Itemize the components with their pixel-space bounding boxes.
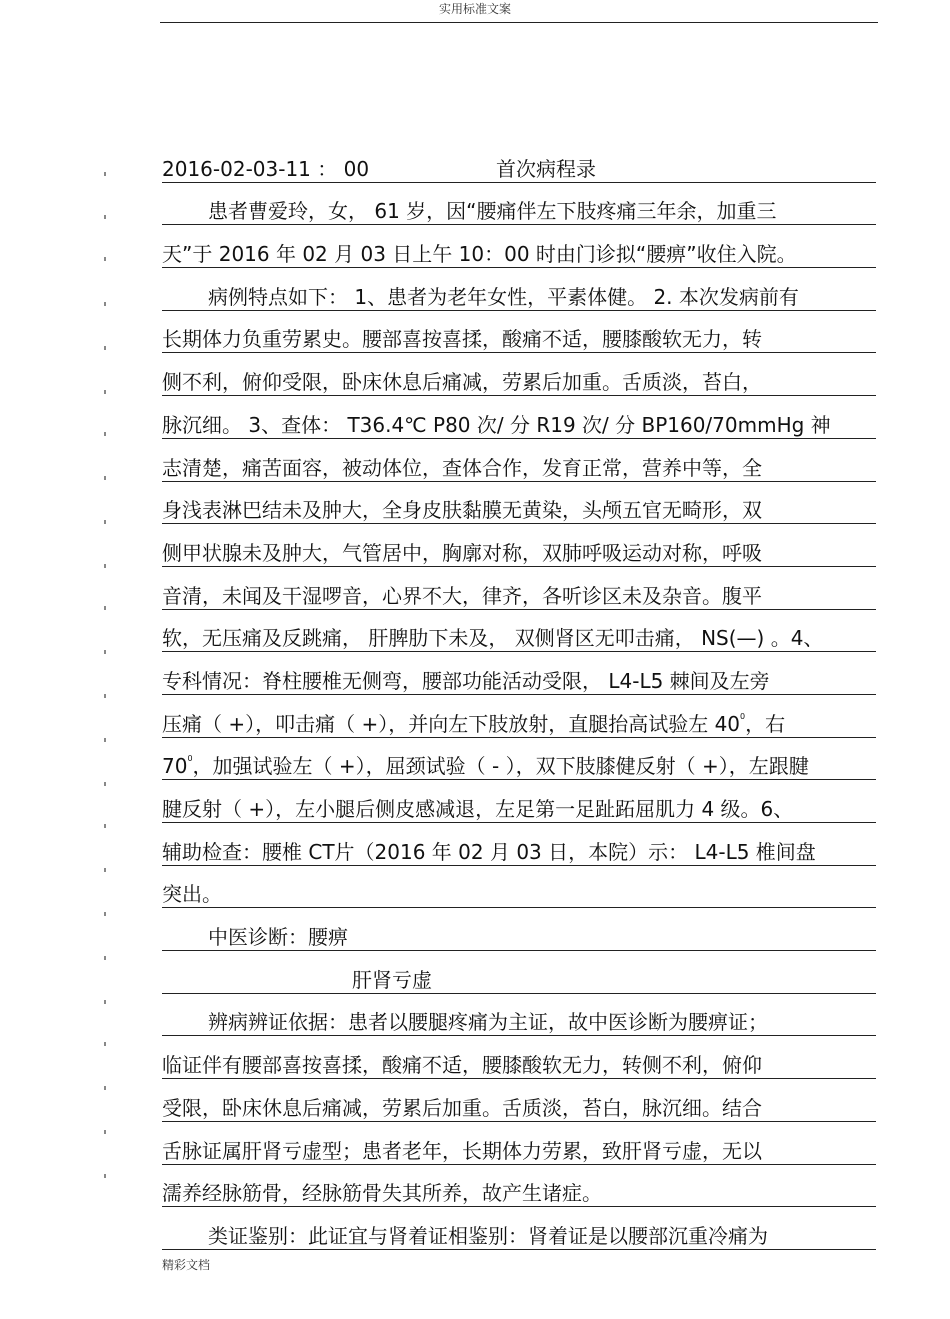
text-line: 侧甲状腺未及肿大，气管居中，胸廓对称，双肺呼吸运动对称，呼吸 [162, 524, 876, 567]
text-line: 天”于 2016 年 02 月 03 日上午 10：00 时由门诊拟“腰痹”收住入院。 [162, 225, 876, 268]
text-line: 侧不利，俯仰受限，卧床休息后痛减，劳累后加重。舌质淡，苔白， [162, 353, 876, 396]
header-rule [160, 22, 878, 23]
degree-mark: 0 [187, 754, 193, 764]
binding-margin-marks [104, 160, 110, 1220]
text-line: 脉沉细。 3、查体： T36.4℃ P80 次/ 分 R19 次/ 分 BP160/70mmHg 神 [162, 396, 876, 439]
text-line: 病例特点如下： 1、患者为老年女性，平素体健。 2. 本次发病前有 [162, 268, 876, 311]
tcm-syndrome-line: 肝肾亏虚 [162, 951, 876, 994]
text-line: 受限，卧床休息后痛减，劳累后加重。舌质淡，苔白，脉沉细。结合 [162, 1079, 876, 1122]
text-line: 患者曹爱玲，女， 61 岁，因“腰痛伴左下肢疼痛三年余，加重三 [162, 183, 876, 226]
text-line: 志清楚，痛苦面容，被动体位，查体合作，发育正常，营养中等，全 [162, 439, 876, 482]
text-line: 辨病辨证依据：患者以腰腿疼痛为主证，故中医诊断为腰痹证； [162, 994, 876, 1037]
tcm-diagnosis-line: 中医诊断：腰痹 [162, 908, 876, 951]
degree-mark: 0 [740, 711, 746, 721]
text-line: 腱反射（ +），左小腿后侧皮感减退，左足第一足趾跖屈肌力 4 级。6、 [162, 780, 876, 823]
record-title-line [162, 140, 876, 183]
page-footer: 精彩文档 [162, 1258, 211, 1272]
text-line: 长期体力负重劳累史。腰部喜按喜揉，酸痛不适，腰膝酸软无力，转 [162, 311, 876, 354]
text-line: 压痛（ +），叩击痛（ +），并向左下肢放射，直腿抬高试验左 $40^0$，右 [162, 695, 876, 738]
text-line: 身浅表淋巴结未及肿大，全身皮肤黏膜无黄染，头颅五官无畸形，双 [162, 482, 876, 525]
text-line: 音清，未闻及干湿啰音，心界不大，律齐，各听诊区未及杂音。腹平 [162, 567, 876, 610]
text-line: 临证伴有腰部喜按喜揉，酸痛不适，腰膝酸软无力，转侧不利，俯仰 [162, 1036, 876, 1079]
record-datetime: 2016-02-03-11 ： 00 [162, 156, 370, 181]
text-line: 突出。 [162, 866, 876, 909]
text-line: $70^0$，加强试验左（ +），屈颈试验（ - ），双下肢膝健反射（ +），左跟腱 [162, 738, 876, 781]
text-line: 专科情况：脊柱腰椎无侧弯，腰部功能活动受限， L4-L5 棘间及左旁 [162, 652, 876, 695]
text-line: 类证鉴别：此证宜与肾着证相鉴别：肾着证是以腰部沉重冷痛为 [162, 1207, 876, 1250]
text-line: 濡养经脉筋骨，经脉筋骨失其所养，故产生诸症。 [162, 1165, 876, 1208]
medical-record-body [162, 140, 876, 1250]
record-title: 首次病程录 [496, 156, 596, 181]
text-line: 软，无压痛及反跳痛， 肝脾肋下未及， 双侧肾区无叩击痛， NS(—) 。4、 [162, 610, 876, 653]
page-header: 实用标准文案 [438, 2, 511, 16]
text-line: 舌脉证属肝肾亏虚型；患者老年，长期体力劳累，致肝肾亏虚，无以 [162, 1122, 876, 1165]
text-line: 辅助检查：腰椎 CT片（2016 年 02 月 03 日，本院）示： L4-L5 椎间盘 [162, 823, 876, 866]
